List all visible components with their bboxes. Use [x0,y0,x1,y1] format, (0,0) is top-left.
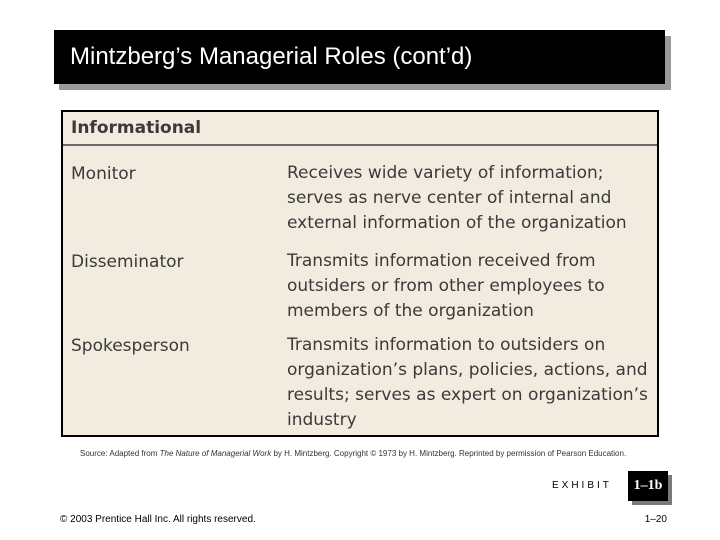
source-suffix: by H. Mintzberg. Copyright © 1973 by H. Mintzberg. Reprinted by permission of Pearson Education. [271,449,627,458]
role-name-disseminator: Disseminator [71,252,184,272]
role-description-spokesperson: Transmits information to outsiders on organization’s plans, policies, actions, and results; serves as expert on organization’s industry [287,335,648,430]
footer-page-number: 1–20 [644,514,667,525]
section-heading: Informational [71,118,202,138]
source-citation [80,449,626,458]
role-name-spokesperson: Spokesperson [71,336,190,356]
footer-copyright: © 2003 Prentice Hall Inc. All rights reserved. [60,514,256,525]
slide-title: Mintzberg’s Managerial Roles (cont’d) [70,43,473,70]
source-prefix: Source: Adapted from [80,449,160,458]
exhibit-number: 1–1b [633,478,663,493]
slide-title-bar [54,30,665,84]
role-description-monitor: Receives wide variety of information; serves as nerve center of internal and external information of the organization [287,163,627,233]
informational-roles-table [61,110,659,437]
role-description-disseminator: Transmits information received from outsiders or from other employees to members of the organization [287,251,605,321]
role-name-monitor: Monitor [71,164,136,184]
exhibit-label: EXHIBIT [552,480,612,491]
exhibit-number-box [628,471,668,501]
source-book-title: The Nature of Managerial Work [159,449,272,458]
heading-divider [63,144,657,146]
